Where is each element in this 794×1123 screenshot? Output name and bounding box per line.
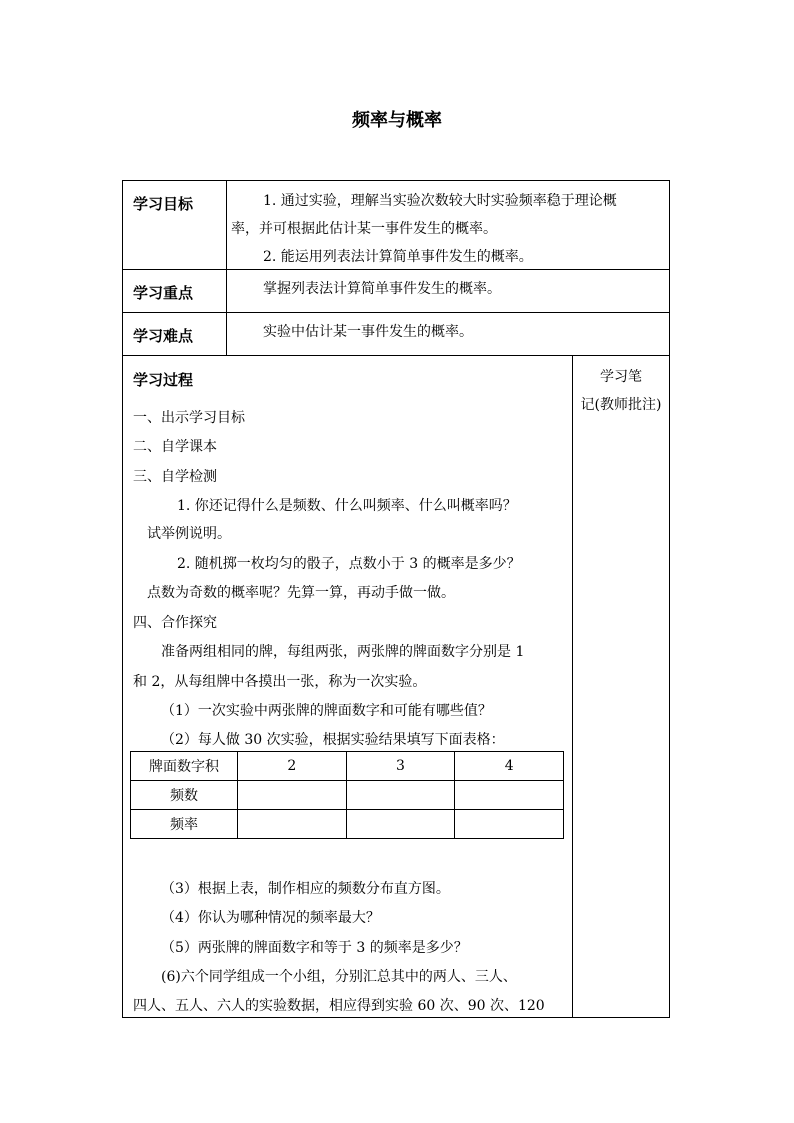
question-2b: 点数为奇数的概率呢？先算一算，再动手做一做。: [147, 585, 455, 601]
column-divider: [572, 355, 573, 1017]
objective-label: 学习目标: [133, 195, 194, 213]
item-6b: 四人、五人、六人的实验数据，相应得到实验 60 次、90 次、120: [133, 998, 545, 1014]
section-1: 一、出示学习目标: [133, 410, 245, 426]
notes-line1: 学习笔: [600, 369, 642, 385]
table-header-row: [131, 752, 564, 781]
paragraph-1b: 和 2，从每组牌中各摸出一张，称为一次实验。: [133, 674, 427, 690]
question-1b: 试举例说明。: [147, 526, 231, 542]
column-divider: [226, 181, 227, 355]
question-2a: 2. 随机掷一枚均匀的骰子，点数小于 3 的概率是多少？: [177, 556, 521, 572]
page-title: 频率与概率: [352, 110, 442, 131]
table-cell: 牌面数字积: [131, 752, 238, 781]
table-cell: 2: [238, 752, 347, 781]
item-1: （1）一次实验中两张牌的牌面数字和可能有哪些值？: [161, 703, 492, 719]
table-cell: [346, 781, 455, 810]
section-4: 四、合作探究: [133, 615, 217, 631]
table-cell: 3: [346, 752, 455, 781]
objective-line1b: 率，并可根据此估计某一事件发生的概率。: [231, 221, 497, 237]
item-4: （4）你认为哪种情况的频率最大？: [161, 910, 380, 926]
row-divider: [123, 312, 669, 313]
objective-line2: 2. 能运用列表法计算简单事件发生的概率。: [263, 249, 533, 265]
key-point-text: 掌握列表法计算简单事件发生的概率。: [263, 281, 501, 297]
process-label: 学习过程: [133, 371, 194, 389]
notes-line2: 记(教师批注): [580, 397, 662, 413]
paragraph-1a: 准备两组相同的牌，每组两张，两张牌的牌面数字分别是 1: [161, 644, 525, 660]
table-cell: [455, 781, 564, 810]
table-row: [131, 781, 564, 810]
table-cell: 频率: [131, 810, 238, 839]
table-cell: [346, 810, 455, 839]
section-3: 三、自学检测: [133, 469, 217, 485]
item-5: （5）两张牌的牌面数字和等于 3 的频率是多少？: [161, 940, 468, 956]
key-point-label: 学习重点: [133, 284, 194, 302]
row-divider: [123, 269, 669, 270]
difficulty-label: 学习难点: [133, 327, 194, 345]
notes-heading: [573, 363, 669, 419]
question-1a: 1. 你还记得什么是频数、什么叫频率、什么叫概率吗？: [177, 498, 517, 514]
table-cell: [238, 781, 347, 810]
table-cell: [455, 810, 564, 839]
item-2: （2）每人做 30 次实验，根据实验结果填写下面表格：: [161, 732, 505, 748]
frequency-table: [130, 751, 564, 839]
difficulty-text: 实验中估计某一事件发生的概率。: [263, 324, 473, 340]
row-divider: [123, 355, 669, 356]
table-cell: 频数: [131, 781, 238, 810]
section-2: 二、自学课本: [133, 439, 217, 455]
lesson-table: [122, 180, 670, 1018]
item-6a: (6)六个同学组成一个小组，分别汇总其中的两人、三人、: [161, 969, 517, 985]
item-3: （3）根据上表，制作相应的频数分布直方图。: [161, 881, 450, 897]
table-row: [131, 810, 564, 839]
objective-line1a: 1. 通过实验，理解当实验次数较大时实验频率稳于理论概: [263, 193, 617, 209]
table-cell: 4: [455, 752, 564, 781]
table-cell: [238, 810, 347, 839]
